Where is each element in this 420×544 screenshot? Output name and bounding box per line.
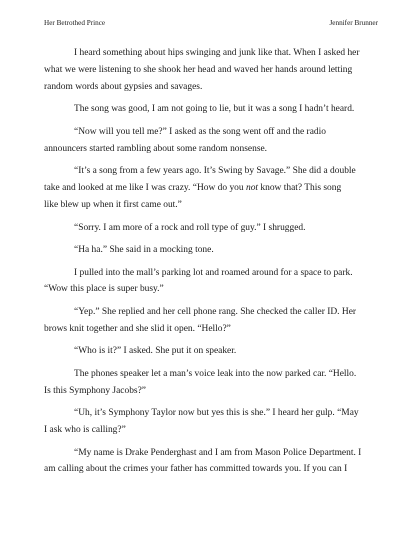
running-header: [44, 18, 378, 28]
text-line: [74, 45, 360, 62]
line-text: I ask who is calling?”: [44, 425, 126, 436]
line-text: “It’s a song from a few years ago. It’s Swing by Savage.” She did a double: [74, 166, 356, 177]
text-line: [74, 163, 356, 180]
text-line: [44, 461, 347, 478]
text-line: [74, 304, 356, 321]
line-text: announcers started rambling about some random nonsense.: [44, 143, 268, 154]
line-text: what we were listening to she shook her head and waved her hands around letting: [44, 64, 353, 75]
text-line: [44, 422, 126, 439]
text-line: [74, 124, 326, 141]
line-text: “Yep.” She replied and her cell phone rang. She checked the caller ID. Her: [74, 306, 357, 317]
line-text: I heard something about hips swinging and junk like that. When I asked her: [74, 48, 360, 58]
text-line: [74, 445, 361, 462]
header-author-name: Jennifer Brunner: [329, 19, 378, 27]
line-text: “Ha ha.” She said in a mocking tone.: [74, 245, 214, 255]
text-line: [74, 242, 214, 259]
line-text-continuation: know that? This song: [258, 183, 342, 194]
text-line: [74, 366, 356, 383]
line-text: “Who is it?” I asked. She put it on speaker.: [74, 346, 237, 357]
line-text: Is this Symphony Jacobs?”: [44, 385, 146, 396]
line-text: “Wow this place is super busy.”: [44, 284, 164, 295]
text-line: [44, 180, 341, 197]
text-line: [44, 197, 182, 214]
line-text: brows knit together and she slid it open. “Hello?”: [44, 323, 231, 334]
line-text: The song was good, I am not going to lie, but it was a song I hadn’t heard.: [74, 104, 355, 115]
text-line: [74, 405, 359, 422]
emphasis-text: not: [245, 183, 259, 194]
line-text: I pulled into the mall’s parking lot and roamed around for a space to park.: [74, 267, 353, 278]
text-line: [44, 281, 164, 298]
line-text: “Uh, it’s Symphony Taylor now but yes this is she.” I heard her gulp. “May: [74, 408, 359, 419]
line-text: The phones speaker let a man’s voice leak into the now parked car. “Hello.: [74, 368, 357, 379]
line-text: like blew up when it first came out.”: [44, 199, 182, 210]
line-text: “Sorry. I am more of a rock and roll type of guy.” I shrugged.: [74, 222, 306, 233]
line-text: take and looked at me like I was crazy. “How do you: [44, 183, 246, 194]
text-line: [74, 265, 353, 282]
line-text: “Now will you tell me?” I asked as the song went off and the radio: [74, 126, 326, 137]
text-line: [74, 101, 354, 118]
text-line: [44, 79, 202, 96]
header-book-title: Her Betrothed Prince: [44, 19, 106, 27]
text-line: [74, 220, 306, 237]
line-text: “My name is Drake Penderghast and I am from Mason Police Department. I: [74, 447, 362, 458]
line-text: random words about gypsies and savages.: [44, 81, 203, 92]
text-line: [44, 62, 352, 79]
text-line: [44, 321, 231, 338]
text-line: [44, 383, 146, 400]
line-text: am calling about the crimes your father has committed towards you. If you can I: [44, 464, 348, 475]
text-line: [74, 343, 236, 360]
text-line: [44, 141, 267, 158]
